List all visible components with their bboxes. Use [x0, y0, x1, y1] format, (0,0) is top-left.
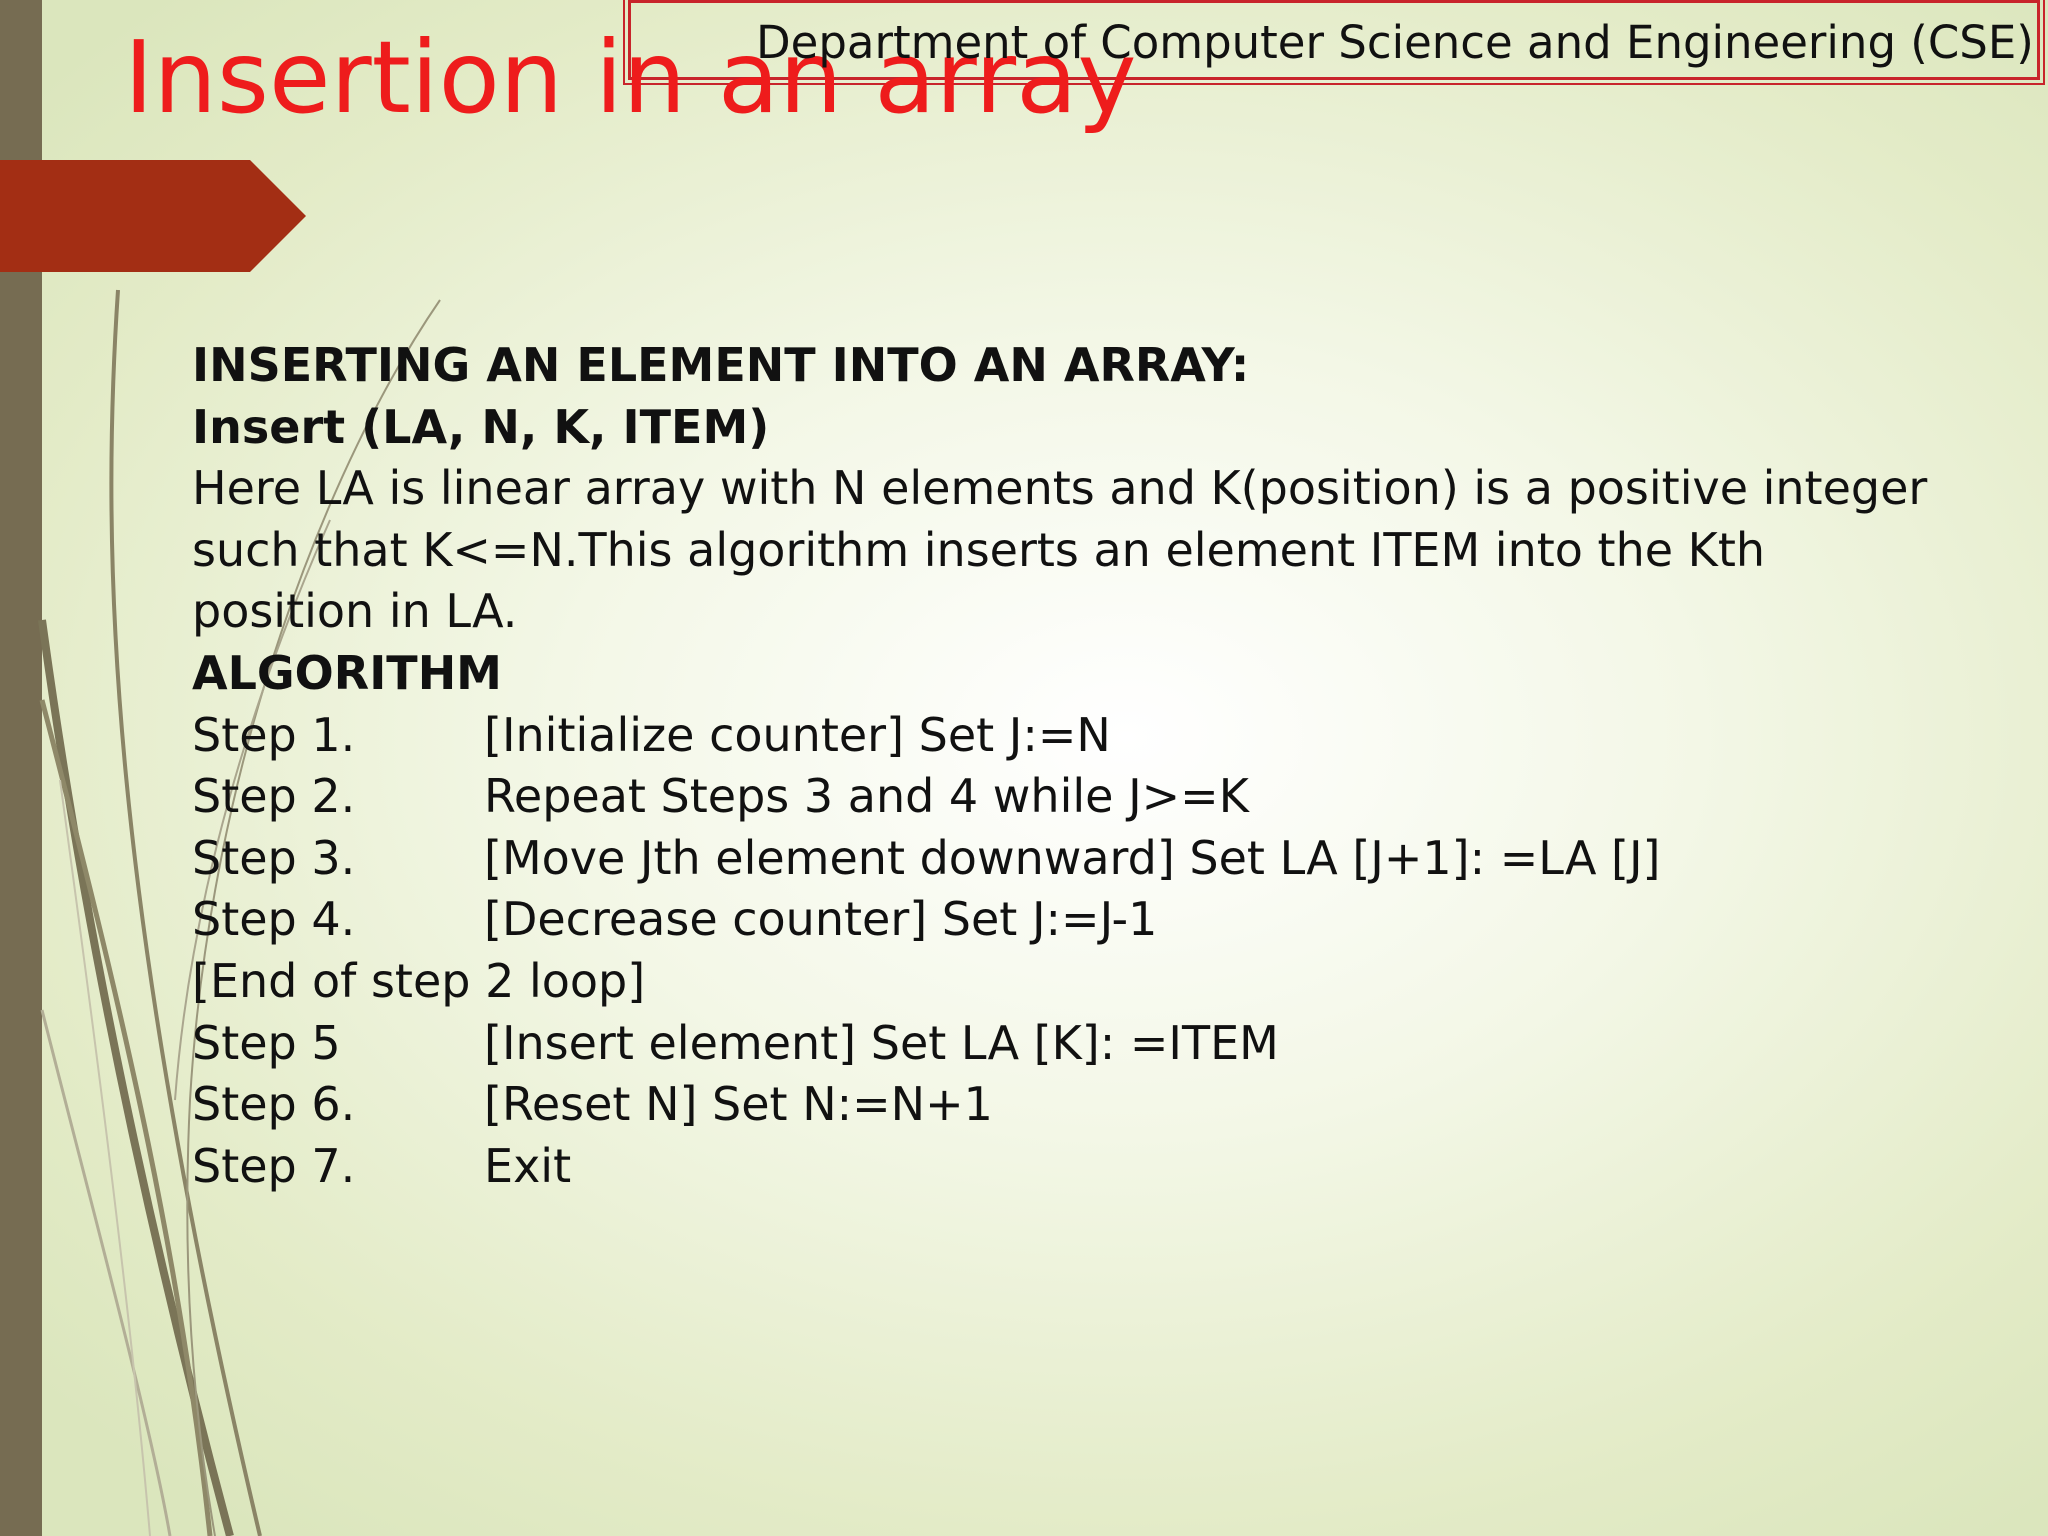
- algorithm-step: [192, 889, 1992, 951]
- step-text: [Reset N] Set N:=N+1: [484, 1077, 993, 1132]
- step-text: [Insert element] Set LA [K]: =ITEM: [484, 1015, 1279, 1070]
- algorithm-step: [192, 828, 1992, 890]
- step-label: Step 2.: [192, 769, 356, 824]
- step-text: Exit: [484, 1138, 572, 1193]
- description-line: Here LA is linear array with N elements and K(position) is a positive integer: [192, 461, 1928, 516]
- algorithm-step: [192, 766, 1992, 828]
- step-text: [Initialize counter] Set J:=N: [484, 707, 1111, 762]
- algorithm-label: ALGORITHM: [192, 645, 502, 700]
- step-text: [Decrease counter] Set J:=J-1: [484, 892, 1158, 947]
- slide-content: [192, 335, 1992, 1197]
- step-label: Step 4.: [192, 892, 356, 947]
- loop-end-note: [End of step 2 loop]: [192, 953, 646, 1008]
- step-label: Step 5: [192, 1015, 341, 1070]
- step-label: Step 7.: [192, 1138, 356, 1193]
- step-label: Step 3.: [192, 830, 356, 885]
- step-label: Step 1.: [192, 707, 356, 762]
- algorithm-step: [192, 1074, 1992, 1136]
- step-label: Step 6.: [192, 1077, 356, 1132]
- department-label: Department of Computer Science and Engineering (CSE): [756, 16, 2034, 69]
- red-accent-tab: [0, 160, 306, 272]
- description-line: such that K<=N.This algorithm inserts an element ITEM into the Kth: [192, 522, 1766, 577]
- description-line: position in LA.: [192, 584, 518, 639]
- algorithm-step: [192, 1136, 1992, 1198]
- algorithm-step: [192, 705, 1992, 767]
- step-text: Repeat Steps 3 and 4 while J>=K: [484, 769, 1249, 824]
- slide-title: Insertion in an array: [124, 19, 1137, 136]
- procedure-signature: Insert (LA, N, K, ITEM): [192, 399, 770, 454]
- step-text: [Move Jth element downward] Set LA [J+1]: =LA [J]: [484, 830, 1661, 885]
- algorithm-step: [192, 1013, 1992, 1075]
- content-heading: INSERTING AN ELEMENT INTO AN ARRAY:: [192, 338, 1250, 392]
